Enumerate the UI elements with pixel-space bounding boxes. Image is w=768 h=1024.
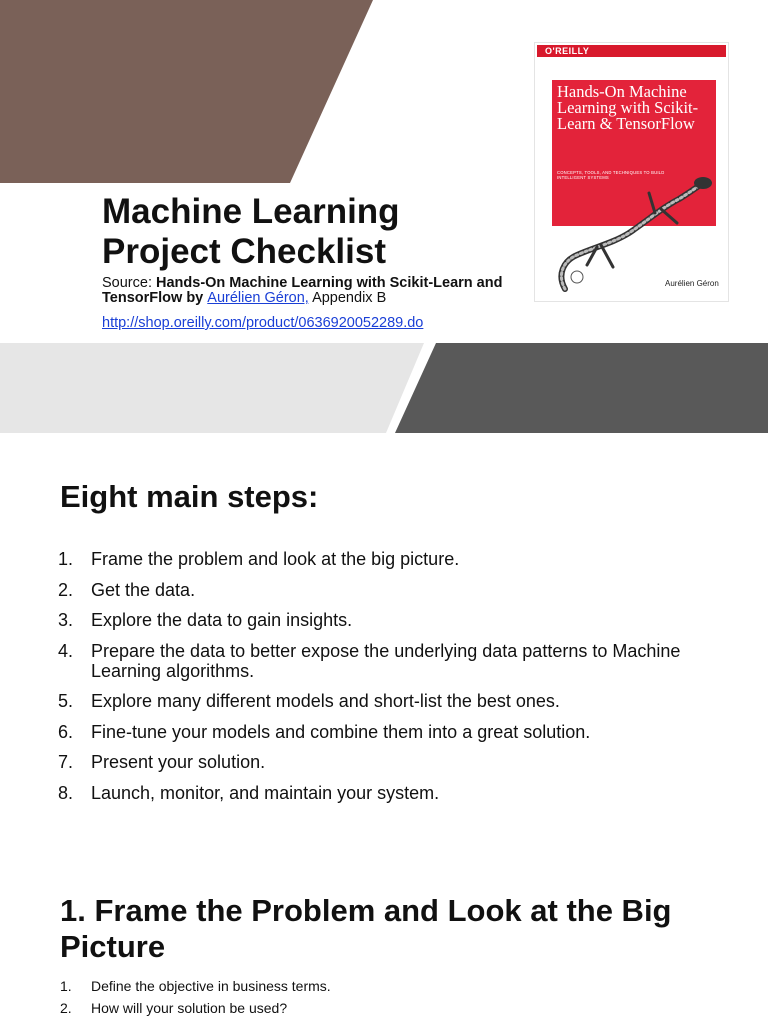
list-item (58, 783, 718, 803)
book-title: Hands-On Machine Learning with Scikit-Learn and TensorFlow (102, 275, 503, 306)
lizard-illustration-icon (537, 143, 726, 293)
list-item (58, 549, 718, 569)
grey-decorative-band (0, 343, 768, 433)
book-cover-image (534, 42, 729, 302)
steps-list (58, 549, 718, 813)
list-text: Explore the data to gain insights. (91, 610, 353, 630)
list-number: 5. (58, 691, 74, 711)
list-item (60, 1000, 660, 1016)
url-line (102, 315, 423, 331)
title-line-1: Machine Learning (102, 192, 400, 231)
cover-title: Hands-On Machine Learning with Scikit-Learn & TensorFlow (557, 82, 699, 133)
list-text: Explore many different models and short-list the best ones. (91, 691, 560, 711)
appendix-label: Appendix B (308, 290, 387, 306)
list-item (60, 978, 660, 994)
list-text: Frame the problem and look at the big picture. (91, 549, 460, 569)
list-number: 1. (58, 549, 74, 569)
author-link[interactable]: Aurélien Géron, (207, 290, 309, 306)
frame-problem-list (60, 978, 660, 1022)
list-text: Fine-tune your models and combine them into a great solution. (91, 721, 591, 742)
frame-problem-heading: 1. Frame the Problem and Look at the Big Picture (60, 893, 672, 964)
cover-author: Aurélien Géron (665, 279, 719, 288)
list-number: 4. (58, 640, 74, 661)
list-item (58, 752, 718, 772)
list-text: Prepare the data to better expose the underlying data patterns to Machine Learning algorithms. (91, 640, 681, 681)
list-item (58, 691, 718, 711)
list-item (58, 580, 718, 600)
cover-subtitle: CONCEPTS, TOOLS, AND TECHNIQUES TO BUILD INTELLIGENT SYSTEMS (557, 170, 665, 180)
list-number: 8. (58, 782, 74, 803)
list-item (58, 722, 718, 742)
list-text: Get the data. (91, 579, 196, 600)
list-number: 2. (60, 1000, 72, 1016)
list-number: 7. (58, 752, 74, 772)
list-number: 2. (58, 579, 74, 600)
list-number: 3. (58, 610, 74, 630)
publisher-logo: O'REILLY (545, 46, 590, 56)
source-prefix: Source: (102, 275, 156, 291)
title-line-2: Project Checklist (102, 232, 386, 271)
list-text: Define the objective in business terms. (91, 978, 331, 994)
list-text: Launch, monitor, and maintain your system. (91, 782, 440, 803)
by-label: by (182, 290, 208, 306)
book-url-link[interactable]: http://shop.oreilly.com/product/0636920052289.do (102, 315, 424, 331)
list-text: How will your solution be used? (91, 1000, 288, 1016)
list-item (58, 610, 718, 630)
title-slide (0, 0, 768, 433)
steps-heading: Eight main steps: (60, 479, 319, 514)
source-citation (102, 276, 512, 306)
slide-title (102, 192, 400, 272)
list-item (58, 641, 718, 681)
list-number: 6. (58, 721, 74, 742)
list-number: 1. (60, 978, 72, 994)
list-text: Present your solution. (91, 752, 266, 772)
